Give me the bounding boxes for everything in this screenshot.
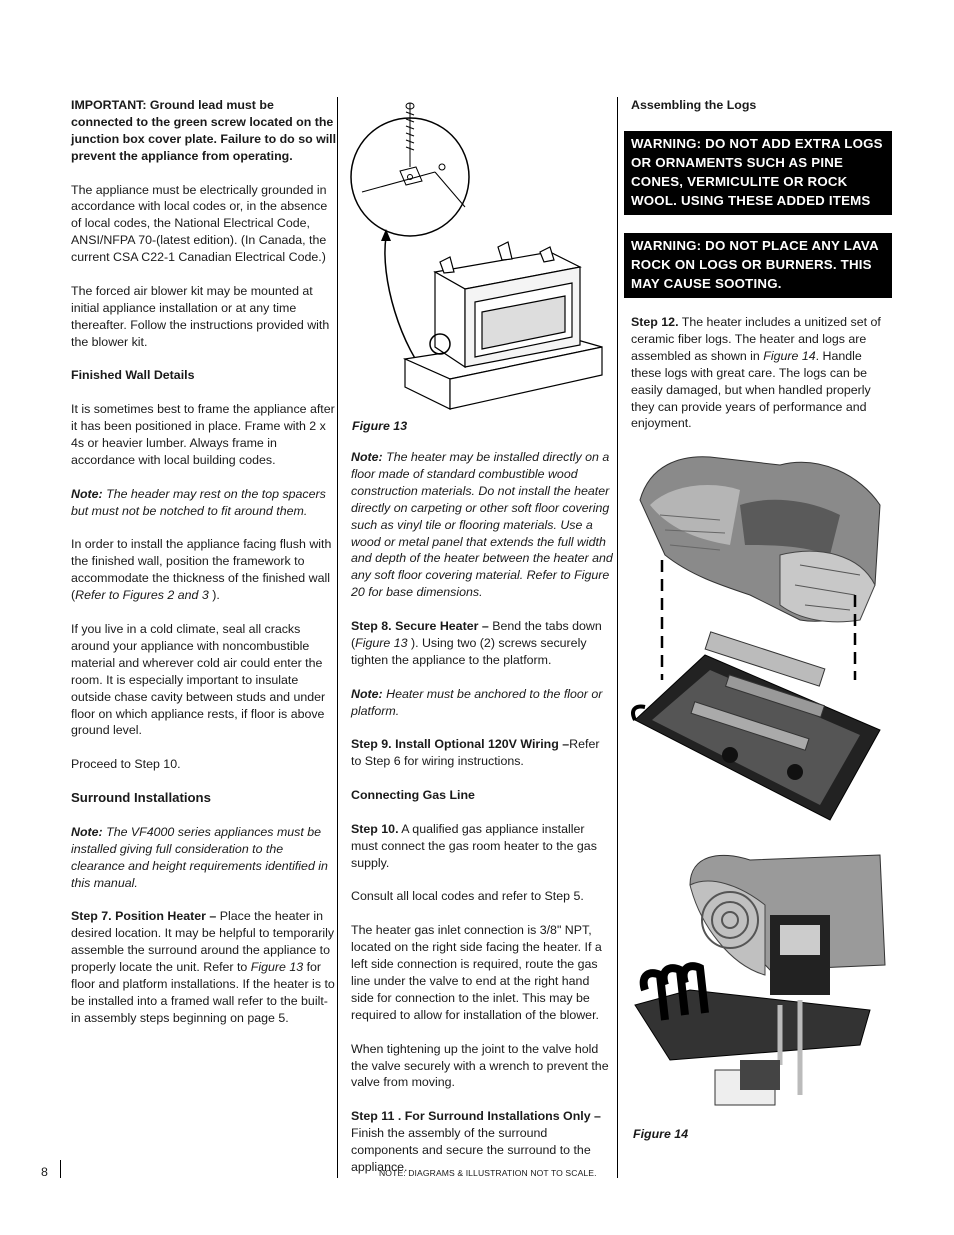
figure-14-illustration [630, 445, 888, 1115]
heater-assembly-image [635, 855, 885, 1105]
floor-note-text: The heater may be installed directly on a floor made of standard combustible wood construction materials. Do not install the heater directly on carpeting or other soft floor covering such as vinyl tile or flooring materials. Use a wood or metal panel that extends the full width and depth of the heater between the heater and any soft floor covering material. Refer to Figure 20 for base dimensions. [351, 450, 613, 600]
surround-note [71, 824, 337, 892]
flush-paragraph [71, 536, 337, 604]
column-rule-center-left [337, 97, 338, 1178]
figure-14-caption: Figure 14 [633, 1127, 689, 1141]
column-rule-center-right [617, 97, 618, 1178]
header-note [71, 486, 337, 520]
step11-paragraph [351, 1108, 613, 1176]
burner-tray-image [633, 632, 880, 820]
note-label: Note: [351, 686, 383, 701]
step7-figure-ref: Figure 13 [250, 960, 304, 975]
step8-paragraph [351, 618, 613, 669]
middle-column [351, 449, 613, 1193]
step9-label: Step 9. Install Optional 120V Wiring – [351, 737, 570, 752]
note-label: Note: [71, 824, 103, 839]
step7-paragraph [71, 908, 337, 1026]
step8-text-a: Bend the tabs down ( [351, 619, 602, 650]
grounding-paragraph: The appliance must be electrically grounded in accordance with local codes or, in the absence of local codes, the National Electrical Code, ANSI/NFPA 70-(latest edition). (In Canada, the current CSA C22-1 Canadian Electrical Code.) [71, 182, 328, 265]
step12-text-b: . Handle these logs with great care. The logs can be easily damaged, but when handled properly they can provide years of performance and enjoyment. [631, 348, 871, 431]
warning-lava-rock: WARNING: DO NOT PLACE ANY LAVA ROCK ON LOGS OR BURNERS. THIS MAY CAUSE SOOTING. [624, 233, 892, 298]
anchor-note [351, 686, 613, 720]
step8-text-b: ). Using two (2) screws securely tighten the appliance to the platform. [351, 635, 587, 667]
step7-text-a: Place the heater in desired location. It may be helpful to temporarily assemble the surround around the appliance to properly locate the unit. Refer to [71, 909, 335, 975]
floor-note [351, 449, 613, 601]
finished-wall-paragraph: It is sometimes best to frame the appliance after it has been positioned in place. Frame with 2 x 4s or heavier lumber. Always frame in accordance with local building codes. [71, 402, 335, 467]
step10-label: Step 10. [351, 821, 399, 836]
step9-paragraph [351, 736, 613, 770]
tightening-paragraph: When tightening up the joint to the valve hold the valve securely with a wrench to prevent the valve from moving. [351, 1041, 609, 1090]
header-note-text: The header may rest on the top spacers but must not be notched to fit around them. [71, 486, 326, 518]
finished-wall-heading: Finished Wall Details [71, 368, 195, 383]
proceed-paragraph: Proceed to Step 10. [71, 757, 181, 772]
gas-line-heading: Connecting Gas Line [351, 788, 475, 803]
step11-label: Step 11 . For Surround Installations Only – [351, 1109, 601, 1124]
figure-13-illustration [350, 97, 610, 412]
consult-paragraph: Consult all local codes and refer to Step 5. [351, 889, 584, 904]
step7-text-b: for floor and platform installations. If the heater is to be installed into a framed wall refer to the built-in assembly steps beginning on page 5. [71, 960, 335, 1025]
log-set-image [640, 457, 880, 622]
step8-label: Step 8. Secure Heater – [351, 619, 489, 634]
step12-figure-ref: Figure 14 [763, 348, 816, 363]
warning-extra-logs: WARNING: DO NOT ADD EXTRA LOGS OR ORNAMENTS SUCH AS PINE CONES, VERMICULITE OR ROCK WOOL. USING THESE ADDED ITEMS CAN CAUSE SOOTING. [624, 131, 892, 215]
flush-text: In order to install the appliance facing flush with the finished wall, position the framework to accommodate the thickness of the finished wall ( [71, 537, 332, 603]
cold-climate-paragraph: If you live in a cold climate, seal all cracks around your appliance with noncombustible material and wherever cold air could enter the room. It is especially important to insulate outside chase cavity between studs and under floor on which appliance rests, if floor is above ground level. [71, 621, 326, 738]
flush-end: ). [208, 588, 220, 603]
surround-note-text: The VF4000 series appliances must be installed giving full consideration to the clearance and height requirements identified in this manual. [71, 824, 328, 890]
footer-note: NOTE: DIAGRAMS & ILLUSTRATION NOT TO SCALE. [379, 1168, 597, 1178]
note-label: Note: [351, 450, 383, 464]
step7-label: Step 7. Position Heater – [71, 909, 217, 924]
step11-text: Finish the assembly of the surround components and secure the surround to the appliance. [351, 1126, 591, 1174]
step10-paragraph [351, 821, 613, 872]
step12-paragraph [631, 314, 891, 432]
step8-figure-ref: Figure 13 [355, 635, 408, 650]
surround-heading: Surround Installations [71, 790, 211, 806]
heater-box [435, 242, 580, 367]
column-rule-left [60, 1160, 61, 1178]
step12-label: Step 12. [631, 315, 679, 329]
important-notice: IMPORTANT: Ground lead must be connected to the green screw located on the junction box cover plate. Failure to do so will prevent the appliance from operating. [71, 98, 337, 163]
blower-paragraph: The forced air blower kit may be mounted at initial appliance installation or at any time thereafter. Follow the instructions provided with the blower kit. [71, 283, 330, 349]
left-column [71, 97, 337, 1044]
note-label: Note: [71, 486, 103, 501]
step12-text-a: The heater includes a unitized set of ceramic fiber logs. The heater and logs are assembled as shown in [631, 315, 881, 363]
logs-heading: Assembling the Logs [631, 98, 757, 112]
page-number: 8 [41, 1165, 48, 1179]
anchor-note-text: Heater must be anchored to the floor or platform. [351, 686, 603, 718]
inlet-paragraph: The heater gas inlet connection is 3/8" NPT, located on the right side facing the heater. If a left side connection is required, route the gas line under the valve to end at the right hand side for connection to the inlet. This may be required to allow for installation of the blower. [351, 923, 602, 1022]
figure-13-caption: Figure 13 [352, 419, 408, 433]
step10-text: A qualified gas appliance installer must connect the gas room heater to the gas supply. [351, 821, 597, 870]
flush-figure-ref: Refer to Figures 2 and 3 [75, 588, 209, 603]
step9-text: Refer to Step 6 for wiring instructions. [351, 737, 600, 769]
